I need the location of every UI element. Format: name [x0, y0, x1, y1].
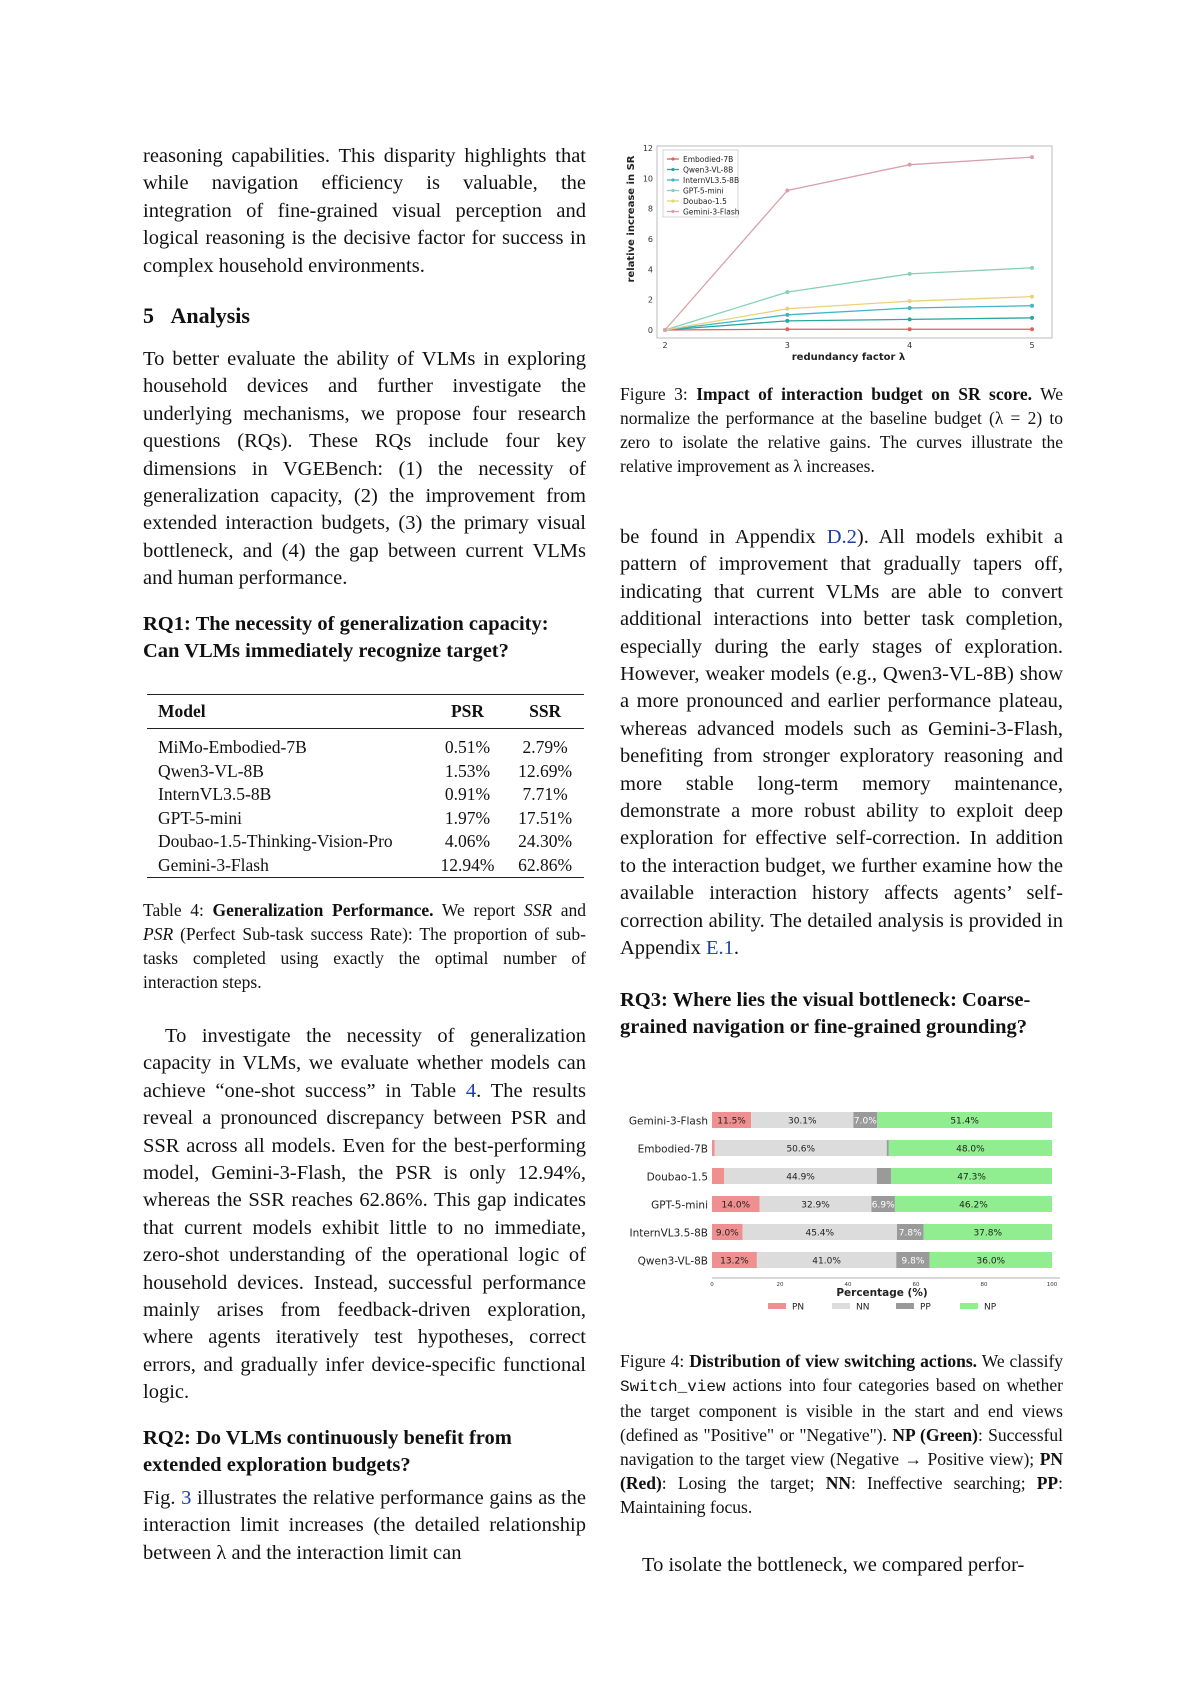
bar-value-label: 44.9% — [786, 1172, 815, 1183]
legend-label: NP — [984, 1302, 997, 1313]
data-point — [908, 306, 912, 310]
rq3-heading: RQ3: Where lies the visual bottleneck: Coarse-grained navigation or fine-grained grounding? — [620, 989, 1031, 1038]
caption-psr: PSR — [143, 924, 174, 944]
legend-label: Embodied-7B — [683, 154, 734, 164]
rq2-text: illustrates the relative performance gains as the interaction limit increases (the detailed relationship between λ and the interaction limit can — [143, 1487, 587, 1564]
data-point — [785, 319, 789, 323]
data-point — [908, 317, 912, 321]
body-text: . — [733, 937, 740, 960]
table-row — [147, 760, 584, 784]
caption-np-label: NP (Green) — [892, 1425, 978, 1445]
bar-segment-pp — [887, 1140, 889, 1156]
caption-text: We report — [441, 900, 516, 920]
bar-value-label: 37.8% — [973, 1228, 1003, 1239]
legend-marker — [671, 168, 674, 171]
data-point — [908, 272, 912, 276]
bar-value-label: 30.1% — [787, 1116, 817, 1127]
category-label: Qwen3-VL-8B — [637, 1255, 708, 1268]
bar-value-label: 36.0% — [976, 1256, 1006, 1267]
figure-ref-link[interactable]: 3 — [181, 1487, 192, 1509]
legend-swatch — [832, 1303, 850, 1309]
legend-label: Doubao-1.5 — [683, 196, 727, 206]
x-tick-label: 2 — [662, 341, 668, 350]
rq1-heading: RQ1: The necessity of generalization capacity: Can VLMs immediately recognize target? — [143, 613, 549, 662]
caption-text: We normalize the performance at the baseline budget (λ = 2) to zero to isolate the relative gains. The curves illustrate the relative improvement as λ increases. — [620, 384, 1064, 476]
rq2-heading: RQ2: Do VLMs continuously benefit from extended exploration budgets? — [143, 1427, 512, 1476]
legend-label: PN — [792, 1302, 805, 1313]
x-axis-label: redundancy factor λ — [791, 352, 906, 363]
category-label: Doubao-1.5 — [646, 1171, 708, 1184]
bar-segment-pn — [712, 1168, 724, 1184]
legend-marker — [671, 157, 674, 160]
table-cell-ssr: 62.86% — [518, 854, 573, 875]
data-point — [1030, 304, 1034, 308]
bar-value-label: 7.8% — [898, 1228, 922, 1239]
series-line — [665, 318, 1032, 330]
caption-text: : Maintaining focus. — [620, 1473, 1063, 1517]
y-tick-label: 6 — [647, 235, 653, 244]
bar-value-label: 47.3% — [957, 1172, 986, 1183]
legend — [768, 1303, 997, 1313]
table-header: SSR — [529, 701, 562, 721]
bar-value-label: 50.6% — [786, 1144, 816, 1155]
table-cell-ssr: 2.79% — [522, 737, 568, 758]
bar-value-label: 51.4% — [950, 1116, 979, 1127]
caption-title: Distribution of view switching actions. — [689, 1351, 978, 1371]
rq3-paragraph: To isolate the bottleneck, we compared perfor- — [642, 1554, 1025, 1576]
legend-marker — [671, 199, 674, 202]
caption-text: : Losing the target; — [661, 1473, 815, 1493]
bar-value-label: 11.5% — [717, 1116, 746, 1127]
y-tick-label: 0 — [647, 326, 653, 335]
table-cell-model: Gemini-3-Flash — [158, 854, 269, 875]
caption-text: (Perfect Sub-task success Rate): The proportion of sub-tasks completed using exactly the optimal number of interaction steps. — [143, 924, 586, 992]
data-point — [1030, 316, 1034, 320]
table-cell-model: Qwen3-VL-8B — [158, 760, 264, 781]
legend-swatch — [768, 1303, 786, 1309]
table-row — [147, 729, 584, 760]
caption-nn-label: NN — [825, 1473, 851, 1493]
x-tick-label: 80 — [980, 1282, 988, 1288]
legend-label: Gemini-3-Flash — [683, 207, 740, 217]
table-cell-ssr: 12.69% — [518, 760, 573, 781]
table-cell-ssr: 7.71% — [522, 784, 568, 805]
bar-value-label: 45.4% — [805, 1228, 835, 1239]
bar-value-label: 46.2% — [959, 1200, 988, 1211]
data-point — [1030, 295, 1034, 299]
data-point — [785, 188, 789, 192]
category-label: GPT-5-mini — [651, 1199, 708, 1212]
bar-value-label: 7.0% — [853, 1116, 877, 1127]
data-point — [1030, 327, 1034, 331]
table-row — [147, 783, 584, 807]
body-text: be found in Appendix — [620, 526, 816, 548]
rq1-paragraph — [143, 1023, 586, 1407]
appendix-ref-link[interactable]: D.2 — [826, 526, 857, 548]
section-number: 5 — [143, 303, 154, 328]
bar-value-label: 48.0% — [956, 1144, 985, 1155]
table-cell-model: InternVL3.5-8B — [158, 784, 272, 805]
category-label: Gemini-3-Flash — [628, 1115, 708, 1128]
table-cell-psr: 1.97% — [444, 807, 491, 828]
caption-text: actions into four categories based on whether the target component is visible in the start and end views (defined as "Positive" or "Negative"). — [620, 1375, 1063, 1445]
legend-label: NN — [856, 1302, 870, 1313]
bar-value-label: 9.0% — [715, 1228, 739, 1239]
x-tick-label: 20 — [776, 1282, 784, 1288]
x-tick-label: 40 — [844, 1282, 852, 1288]
caption-label: Figure 3: — [620, 384, 688, 404]
intro-paragraph: reasoning capabilities. This disparity highlights that while navigation efficiency is valuable, the integration of fine-grained visual perception and logical reasoning is the decisive factor for success in complex household environments. — [143, 145, 586, 277]
table-row — [147, 830, 584, 854]
table-row — [147, 854, 584, 878]
table-cell-psr: 1.53% — [444, 760, 491, 781]
data-point — [908, 327, 912, 331]
y-axis-label: relative increase in SR — [626, 155, 637, 283]
x-tick-label: 4 — [907, 341, 913, 350]
figure-3-line-chart — [620, 140, 1060, 365]
y-tick-label: 12 — [642, 144, 653, 153]
rq1-text: To investigate the necessity of generalization capacity in VLMs, we evaluate whether models can achieve “one-shot success” in Table — [143, 1025, 586, 1102]
body-text: ). All models exhibit a pattern of improvement that gradually tapers off, indicating that current VLMs are able to convert additional interactions into better task completion, especially during the early stages of exploration. However, weaker models (e.g., Qwen3-VL-8B) show a more pronounced and earlier performance plateau, whereas advanced models such as Gemini-3-Flash, benefiting from stronger exploratory reasoning and more stable long-term memory maintenance, demonstrate a more robust ability to exploit deep exploration for effective self-correction. In addition to the interaction budget, we further examine how the available interaction history affects agents’ self-correction ability. The detailed analysis is provided in Appendix — [620, 526, 1064, 960]
rq2-continued-paragraph — [620, 524, 1063, 963]
caption-code: Switch_view — [620, 1378, 726, 1396]
legend-label: Qwen3-VL-8B — [683, 165, 734, 175]
data-point — [1030, 155, 1034, 159]
bar-value-label: 13.2% — [720, 1256, 749, 1267]
section-heading — [143, 303, 250, 329]
table-cell-ssr: 17.51% — [518, 807, 573, 828]
caption-text: We classify — [981, 1351, 1064, 1371]
legend-label: GPT-5-mini — [683, 186, 724, 196]
table-cell-psr: 0.91% — [444, 784, 491, 805]
y-tick-label: 8 — [647, 204, 653, 214]
table-cell-model: Doubao-1.5-Thinking-Vision-Pro — [158, 831, 393, 852]
caption-title: Generalization Performance. — [212, 900, 434, 920]
rq2-text: Fig. — [143, 1487, 176, 1509]
generalization-table — [147, 694, 584, 878]
bar-value-label: 9.8% — [901, 1256, 925, 1267]
caption-label: Table 4: — [143, 900, 204, 920]
x-tick-label: 0 — [710, 1282, 714, 1288]
caption-text: and — [560, 900, 587, 920]
y-tick-label: 2 — [647, 295, 653, 305]
data-point — [908, 299, 912, 303]
data-point — [785, 307, 789, 311]
table-header-row — [147, 695, 584, 729]
legend-swatch — [896, 1303, 914, 1309]
table-cell-model: MiMo-Embodied-7B — [158, 737, 307, 758]
figure-4-stacked-bar-chart — [620, 1108, 1060, 1333]
section-title: Analysis — [170, 303, 250, 328]
bar-value-label: 32.9% — [801, 1200, 830, 1211]
table-row — [147, 807, 584, 831]
x-tick-label: 5 — [1029, 341, 1035, 350]
legend-label: PP — [920, 1302, 931, 1313]
x-tick-label: 100 — [1046, 1282, 1058, 1288]
rq1-text: . The results reveal a pronounced discrepancy between PSR and SSR across all models. Even for the best-performing model, Gemini-3-Flash, the PSR is only 12.94%, whereas the SSR reaches 62.86%. This gap indicates that current models exhibit little to no immediate, zero-shot understanding of the operational logic of household devices. Instead, successful performance mainly arises from feedback-driven exploration, where agents iteratively test hypotheses, correct errors, and gradually infer device-specific functional logic. — [143, 1079, 586, 1404]
category-label: Embodied-7B — [637, 1143, 708, 1156]
caption-label: Figure 4: — [620, 1351, 685, 1371]
data-point — [785, 327, 789, 331]
caption-text: : Successful navigation to the target view (Negative → Positive view); — [620, 1425, 1063, 1469]
table-header: PSR — [450, 701, 485, 721]
table-caption — [143, 898, 586, 994]
table-ref-link[interactable]: 4 — [465, 1079, 477, 1102]
table-cell-model: GPT-5-mini — [158, 807, 242, 828]
legend-marker — [671, 178, 674, 181]
data-point — [1030, 266, 1034, 270]
legend-label: InternVL3.5-8B — [683, 175, 740, 185]
data-point — [785, 313, 789, 317]
bar-value-label: 6.9% — [871, 1200, 895, 1211]
legend — [663, 150, 740, 217]
data-point — [785, 290, 789, 294]
caption-pn-label: PN (Red) — [620, 1449, 1064, 1493]
bar-segment-pn — [712, 1140, 715, 1156]
bar-value-label: 14.0% — [721, 1200, 751, 1211]
caption-title: Impact of interaction budget on SR score. — [696, 384, 1032, 404]
figure-4-caption — [620, 1349, 1063, 1519]
series-line — [665, 329, 1032, 330]
analysis-paragraph: To better evaluate the ability of VLMs in exploring household devices and further investigate the underlying mechanisms, we propose four research questions (RQs). These RQs include four key dimensions in VGEBench: (1) the necessity of generalization capacity, (2) the improvement from extended interaction budgets, (3) the primary visual bottleneck, and (4) the gap between current VLMs and human performance. — [143, 348, 586, 590]
y-tick-label: 10 — [642, 174, 653, 184]
legend-swatch — [960, 1303, 978, 1309]
caption-pp-label: PP — [1036, 1473, 1059, 1493]
appendix-ref-link[interactable]: E.1 — [705, 937, 734, 960]
table-cell-psr: 0.51% — [444, 737, 491, 758]
x-tick-label: 60 — [912, 1282, 920, 1288]
x-axis-label: Percentage (%) — [836, 1287, 928, 1299]
category-label: InternVL3.5-8B — [629, 1227, 708, 1240]
x-tick-label: 3 — [784, 341, 790, 350]
table-cell-ssr: 24.30% — [518, 831, 573, 852]
y-tick-label: 4 — [647, 265, 653, 275]
table-cell-psr: 12.94% — [440, 854, 495, 875]
caption-text: : Ineffective searching; — [850, 1473, 1026, 1493]
legend-marker — [671, 189, 674, 192]
table-cell-psr: 4.06% — [444, 831, 491, 852]
bar-value-label: 41.0% — [812, 1256, 841, 1267]
caption-ssr: SSR — [523, 900, 553, 920]
table-header: Model — [158, 701, 206, 721]
bar-segment-pp — [877, 1168, 891, 1184]
data-point — [908, 163, 912, 167]
figure-3-caption — [620, 382, 1063, 478]
legend-marker — [671, 210, 674, 213]
data-point — [663, 328, 667, 332]
rq2-paragraph — [143, 1485, 586, 1567]
